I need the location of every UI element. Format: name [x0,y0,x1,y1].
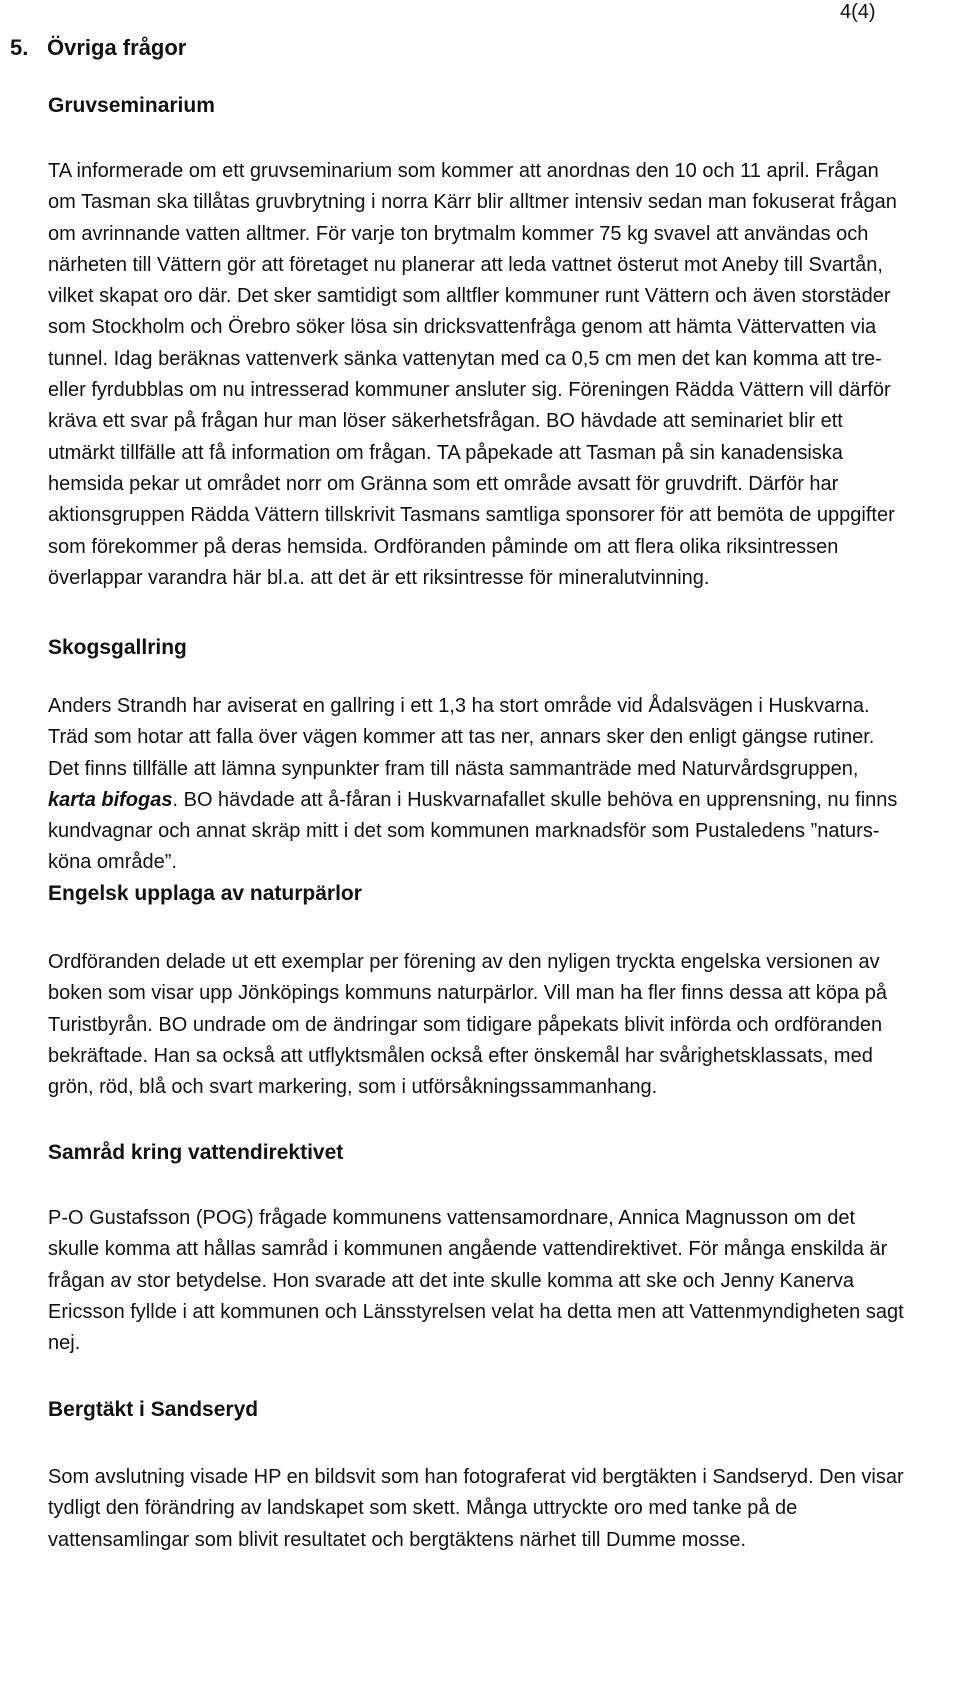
skogsgallring-heading: Skogsgallring [48,636,187,659]
engelsk-upplaga-paragraph: Ordföranden delade ut ett exemplar per förening av den nyligen tryckta engelska versionen av boken som visar upp Jönköpings kommuns naturpärlor. Vill man ha fler finns dessa att köpa på Turistbyrån. BO undrade om de ändringar som tidigare påpekats blivit införda och ordföranden bekräftade. Han sa också att utflyktsmålen också efter önskemål har svårighetsklassats, med grön, röd, blå och svart markering, som i utförsåkningssammanhang. [48,951,887,1099]
engelsk-upplaga-heading: Engelsk upplaga av naturpärlor [48,882,362,905]
section-title: Övriga frågor [47,35,187,60]
skogsgallring-section [48,634,908,879]
bergtakt-paragraph: Som avslutning visade HP en bildsvit som han fotograferat vid bergtäkten i Sandseryd. Den visar tydligt den förändring av landskapet som skett. Många uttryckte oro med tanke på de vattensamlingar som blivit resultatet och bergtäktens närhet till Dumme mosse. [48,1466,904,1551]
gruvseminarium-heading: Gruvseminarium [48,94,215,117]
samrad-heading: Samråd kring vattendirektivet [48,1141,344,1164]
engelsk-upplaga-section [48,880,908,1103]
skogsgallring-text-after: . BO hävdade att å-fåran i Huskvarnafallet skulle behöva en upprensning, nu finns kundvagnar och annat skräp mitt i det som kommunen marknadsför som Pustaledens ”natursköna område”. [48,788,898,874]
gruvseminarium-paragraph: TA informerade om ett gruvseminarium som kommer att anordnas den 10 och 11 april. Frågan om Tasman ska tillåtas gruvbrytning i norra Kärr blir alltmer intensiv sedan man fokuserat frågan om avrinnande vatten alltmer. För varje ton brytmalm kommer 75 kg svavel att användas och närheten till Vättern gör att företaget nu planerar att leda vattnet österut mot Aneby till Svartån, vilket skapat oro där. Det sker samtidigt som alltfler kommuner runt Vättern och även storstäder som Stockholm och Örebro söker lösa sin dricksvattenfråga genom att hämta Vättervatten via tunnel. Idag beräknas vattenverk sänka vattenytan med ca 0,5 cm men det kan komma att tre-eller fyrdubblas om nu intresserad kommuner ansluter sig. Föreningen Rädda Vättern vill därför kräva ett svar på frågan hur man löser säkerhetsfrågan. BO hävdade att seminariet blir ett utmärkt tillfälle att få information om frågan. TA påpekade att Tasman på sin kanadensiska hemsida pekar ut området norr om Gränna som ett område avsatt för gruvdrift. Därför har aktionsgruppen Rädda Vättern tillskrivit Tasmans samtliga sponsorer för att bemöta de uppgifter som förekommer på deras hemsida. Ordföranden påminde om att flera olika riksintressen överlappar varandra här bl.a. att det är ett riksintresse för mineralutvinning. [48,160,897,589]
page-number: 4(4) [840,1,876,23]
section-heading [10,34,186,62]
samrad-section [48,1139,908,1359]
skogsgallring-paragraph [48,691,908,879]
karta-bifogas-emphasis: karta bifogas [48,788,173,811]
gruvseminarium-section [48,92,908,594]
skogsgallring-text-before: Anders Strandh har aviserat en gallring i ett 1,3 ha stort område vid Ådalsvägen i Huskvarna. Träd som hotar att falla över vägen kommer att tas ner, annars sker den enligt gängse rutiner. Det finns tillfälle att lämna synpunkter fram till nästa sammanträde med Naturvårdsgruppen, [48,695,875,780]
bergtakt-section [48,1396,908,1556]
section-number: 5. [10,35,29,60]
samrad-paragraph: P-O Gustafsson (POG) frågade kommunens vattensamordnare, Annica Magnusson om det skulle komma att hållas samråd i kommunen angående vattendirektivet. För många enskilda är frågan av stor betydelse. Hon svarade att det inte skulle komma att ske och Jenny Kanerva Ericsson fyllde i att kommunen och Länsstyrelsen velat ha detta men att Vattenmyndigheten sagt nej. [48,1207,904,1355]
bergtakt-heading: Bergtäkt i Sandseryd [48,1398,259,1421]
